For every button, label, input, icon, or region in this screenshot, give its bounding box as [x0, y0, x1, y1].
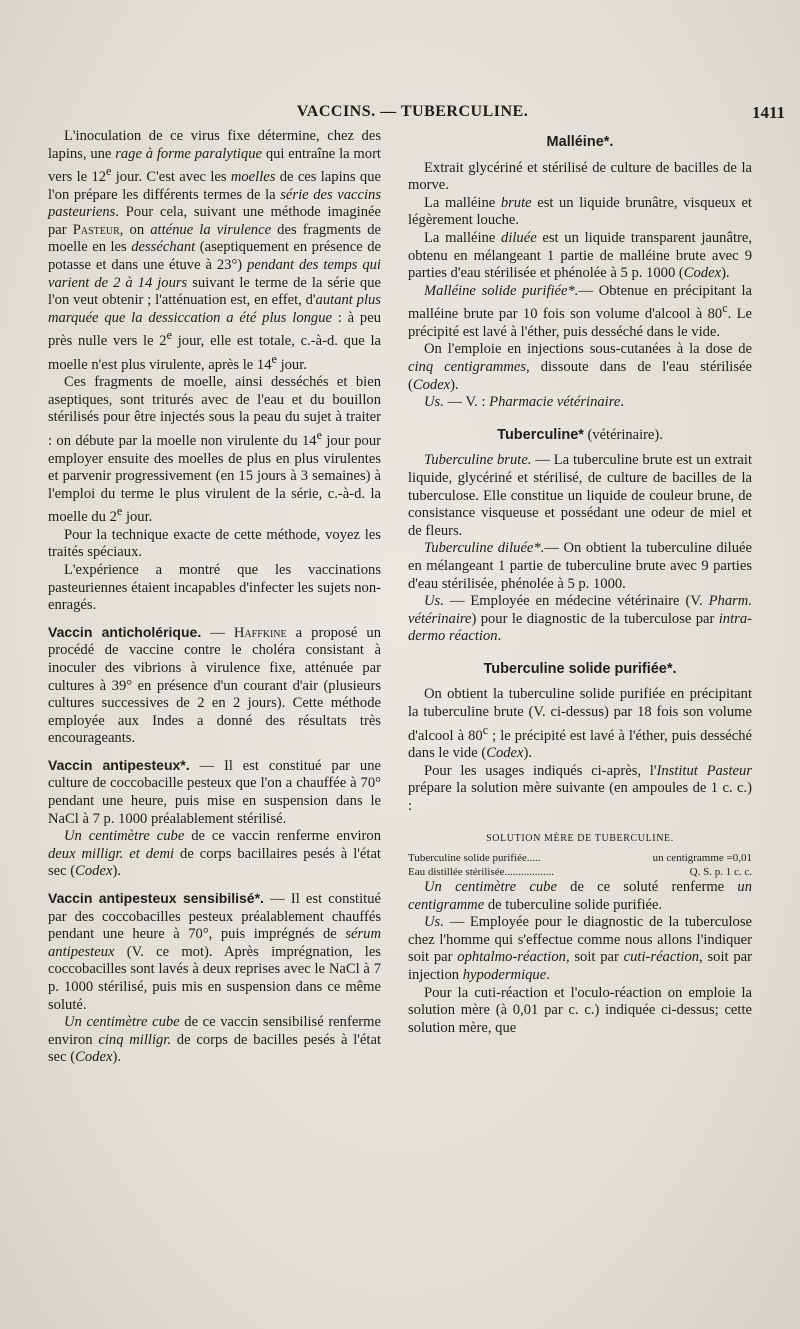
paragraph-antipesteux-dose: Un centimètre cube de ce vaccin renferme environ deux milligr. et demi de corps bacillaires pesés à l'état sec (Codex). [48, 828, 381, 880]
paragraph-experience: L'expérience a montré que les vaccinations pasteuriennes étaient incapables d'infecter les sujets non-enragés. [48, 561, 381, 614]
page-header [40, 103, 785, 129]
paragraph-fragments: Ces fragments de moelle, ainsi desséchés et bien aseptiques, sont triturés avec de l'eau et du bouillon stérilisés pour être injectés sous la peau du sujet à traiter : on débute par la moelle non virulente du 14e jour pour employer ensuite des moelles de plus en plus virulentes et parvenir progressivement (en 15 jours à 3 semaines) à l'emploi du terme le plus virulent de la série, c.-à-d. la moelle du 2e jour. [48, 374, 381, 526]
right-column [408, 128, 752, 1037]
entry-vaccin-anticholerique: Vaccin anticholérique. — Haffkine a proposé un procédé de vaccine contre le choléra consistant à inoculer des vibrions à virulence fixe, atténuée par cultures à 39° en présence d'un courant d'air (plusieurs cultures successives de 2 en 2 jours). Cette méthode employée aux Indes a donné des résultats très encourageants. [48, 623, 382, 747]
paragraph-technique: Pour la technique exacte de cette méthode, voyez les traités spéciaux. [48, 526, 381, 561]
recipe-row: Tuberculine solide purifiée ..... un centigramme =0,01 [408, 852, 752, 865]
paragraph-sensibilise-dose: Un centimètre cube de ce vaccin sensibilisé renferme environ cinq milligr. de corps de bacilles pesés à l'état sec (Codex). [48, 1014, 381, 1066]
left-column [48, 128, 381, 1067]
section-title-tuberculine-solide: Tuberculine solide purifiée*. [483, 660, 677, 677]
paragraph-malleine-usage: Us. — V. : Pharmacie vétérinaire. [424, 394, 624, 411]
paragraph-diagnostic-usage: Us. — Employée pour le diagnostic de la tuberculose chez l'homme qui s'effectue comme nous allons l'indiquer soit par ophtalmo-réaction, soit par cuti-réaction, soit par injection hypodermique. [408, 914, 752, 984]
entry-vaccin-antipesteux: Vaccin antipesteux*. — Il est constitué par une culture de coccobacille pesteux que l'on a chauffée à 70° pendant une heure, puis mise en suspension dans le NaCl à 7 p. 1000 préalablement stérilisé. [48, 756, 381, 827]
recipe-title: SOLUTION MÈRE DE TUBERCULINE. [486, 832, 674, 844]
paragraph-malleine-diluee: La malléine diluée est un liquide transparent jaunâtre, obtenu en mélangeant 1 partie de malléine brute avec 9 parties d'eau stérilisée et phénolée à 5 p. 1000 (Codex). [408, 229, 752, 282]
paragraph-tuberculine-usage: Us. — Employée en médecine vétérinaire (V. Pharm. vétérinaire) pour le diagnostic de la tuberculose par intra-dermo réaction. [408, 593, 752, 645]
recipe-row: Eau distillée stérilisée .................. Q. S. p. 1 c. c. [408, 866, 752, 879]
paragraph-institut-pasteur: Pour les usages indiqués ci-après, l'Institut Pasteur prépare la solution mère suivante (en ampoules de 1 c. c.) : [408, 762, 752, 814]
paragraph-malleine-emploi: On l'emploie en injections sous-cutanées à la dose de cinq centigrammes, dissoute dans de l'eau stérilisée (Codex). [408, 341, 752, 393]
recipe-table [408, 851, 752, 879]
entry-vaccin-antipesteux-sensibilise: Vaccin antipesteux sensibilisé*. — Il est constitué par des coccobacilles pesteux préalablement chauffés pendant une heure à 70°, puis imprégnés de sérum antipesteux (V. ce mot). Après imprégnation, les coccobacilles sont lavés à deux reprises avec le NaCl à 7 p. 1000 stérilisé, puis mis en suspension dans ce même soluté. [48, 890, 381, 1013]
paragraph-tuberculine-diluee: Tuberculine diluée*.— On obtient la tuberculine diluée en mélangeant 1 partie de tuberculine brute avec 9 parties d'eau stérilisée, phénolée à 5 p. 1000. [408, 540, 752, 592]
paragraph-solute-dose: Un centimètre cube de ce soluté renferme un centigramme de tuberculine solide purifiée. [408, 879, 752, 913]
running-head: VACCINS. — TUBERCULINE. [296, 103, 529, 120]
paragraph-virus-fixe: L'inoculation de ce virus fixe détermine, chez des lapins, une rage à forme paralytique qui entraîne la mort vers le 12e jour. C'est avec les moelles de ces lapins que l'on prépare les différents termes de la série des vaccins pasteuriens. Pour cela, suivant une méthode imaginée par Pasteur, on atténue la virulence des fragments de moelle en les desséchant (aseptiquement en présence de potasse et dans une étuve à 23°) pendant des temps qui varient de 2 à 14 jours suivant le terme de la série que l'on veut obtenir ; l'atténuation est, en effet, d'autant plus marquée que la dessiccation a été plus longue : à peu près nulle vers le 2e jour, elle est totale, c.-à-d. que la moelle n'est plus virulente, après le 14e jour. [48, 128, 381, 373]
section-title-tuberculine-veterinaire: Tuberculine* (vétérinaire). [497, 426, 663, 443]
page-number: 1411 [751, 103, 785, 122]
section-title-malleine: Malléine*. [546, 134, 614, 150]
paragraph-malleine-brute: La malléine brute est un liquide brunâtre, visqueux et légèrement louche. [408, 194, 752, 229]
paragraph-tuberculine-solide: On obtient la tuberculine solide purifiée en précipitant la tuberculine brute (V. ci-dessus) par 18 fois son volume d'alcool à 80$^c$ ; le précipité est lavé à l'éther, puis desséché dans le vide (Codex). [408, 686, 753, 762]
paragraph-malleine-solide: Malléine solide purifiée*.— Obtenue en précipitant la malléine brute par 10 fois son volume d'alcool à 80$^c$. Le précipité est lavé à l'éther, puis desséché dans le vide. [408, 282, 752, 340]
paragraph-malleine-def: Extrait glycériné et stérilisé de culture de bacilles de la morve. [408, 159, 752, 194]
paragraph-tuberculine-brute: Tuberculine brute. — La tuberculine brute est un extrait liquide, glycériné et stérilisé, de culture de bacilles de la tuberculose. Elle constitue un liquide de couleur brune, de consistance visqueuse et possédant une odeur de miel et de fleurs. [408, 452, 753, 539]
paragraph-cuti-reaction: Pour la cuti-réaction et l'oculo-réaction on emploie la solution mère (à 0,01 par c. c.) indiquée ci-dessus; cette solution mère, que [408, 984, 752, 1036]
